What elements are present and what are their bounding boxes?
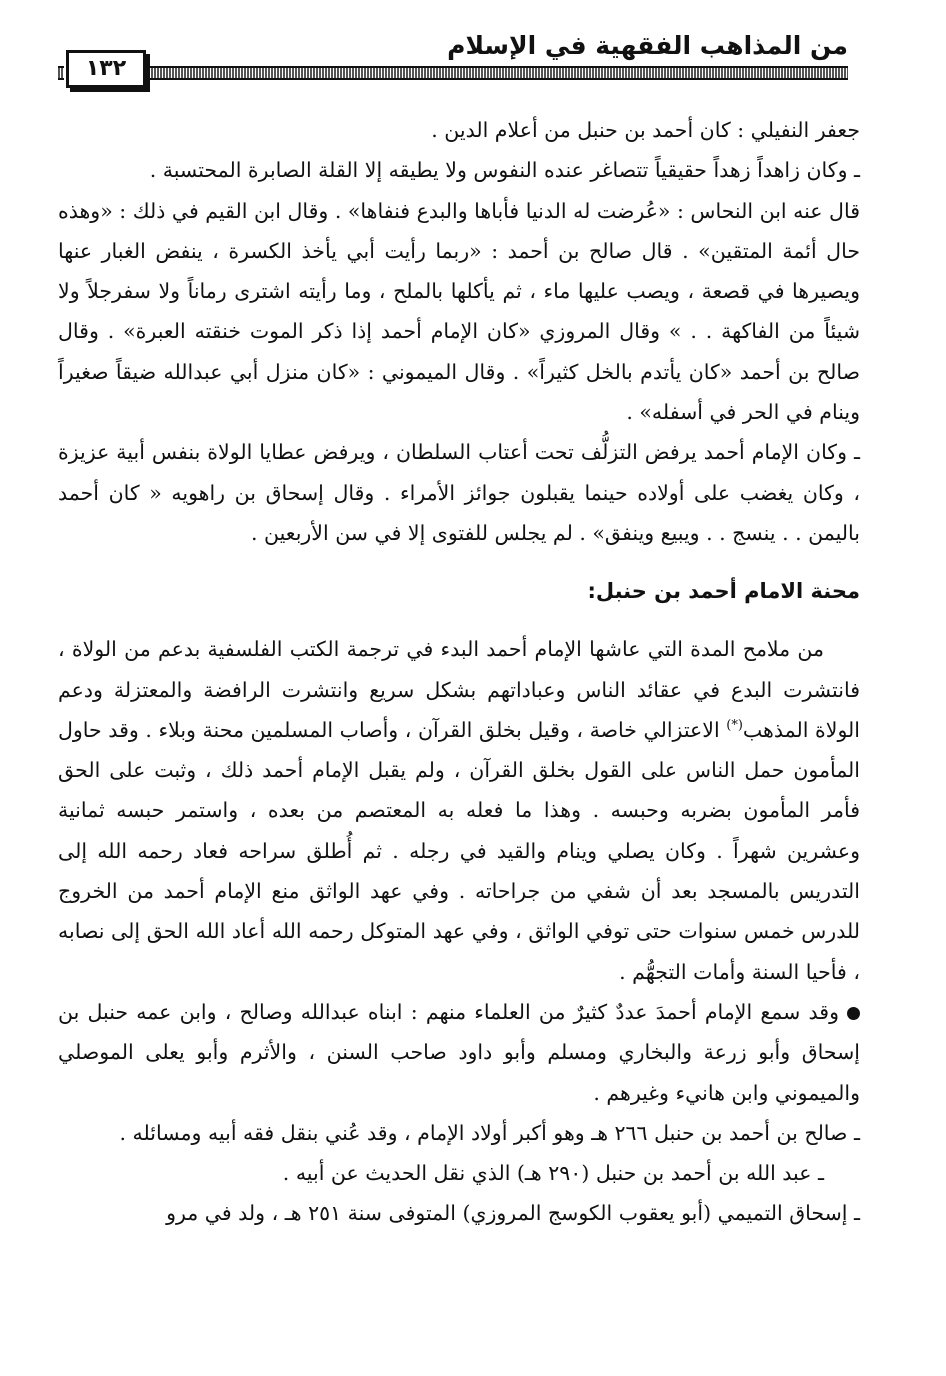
section-gap <box>58 553 860 571</box>
section-heading: محنة الامام أحمد بن حنبل: <box>587 579 860 604</box>
header-rule-left <box>58 66 64 80</box>
list-item: ـ عبد الله بن أحمد بن حنبل (٢٩٠ هـ) الذي نقل الحديث عن أبيه . <box>282 1161 824 1186</box>
section-gap <box>58 611 860 629</box>
page-header <box>58 28 848 88</box>
running-title: من المذاهب الفقهية في الإسلام <box>447 31 848 60</box>
paragraph: ـ وكان زاهداً زهداً حقيقياً تتصاغر عنده النفوس ولا يطيقه إلا القلة الصابرة المحتسبة . <box>149 158 860 183</box>
list-item: ـ صالح بن أحمد بن حنبل ٢٦٦ هـ وهو أكبر أولاد الإمام ، وقد عُني بنقل فقه أبيه ومسائله . <box>119 1120 860 1145</box>
header-rule <box>148 66 848 80</box>
paragraph <box>58 629 860 992</box>
paragraph: ـ وكان الإمام أحمد يرفض التزلُّف تحت أعتاب السلطان ، ويرفض عطايا الولاة بنفس أبية عزيزة ، وكان يغضب على أولاده حينما يقبلون جوائز الأمراء . وقال إسحاق بن راهويه « كان أحمد باليمن . . ينسج . . ويبيع وينفق» . لم يجلس للفتوى إلا في سن الأربعين . <box>58 440 860 545</box>
paragraph-text: الاعتزالي خاصة ، وقيل بخلق القرآن ، وأصاب المسلمين محنة وبلاء . وقد حاول المأمون حمل الناس على القول بخلق القرآن ، ولم يقبل الإمام أحمد ذلك ، وثبت على الحق فأمر المأمون بضربه وحبسه . وهذا ما فعله به المعتصم من بعده ، واستمر حبسه ثمانية وعشرين شهراً . وكان يصلي وينام والقيد في رجله . ثم أُطلق سراحه فعاد رحمه الله إلى التدريس بالمسجد بعد أن شفي من جراحاته . وفي عهد الواثق منع الإمام أحمد من الخروج للدرس خمس سنوات حتى توفي الواثق ، وفي عهد المتوكل رحمه الله أعاد الله الحق إلى نصابه ، فأحيا السنة وأمات التجهُّم . <box>58 717 860 984</box>
bullet-paragraph <box>58 992 860 1113</box>
paragraph: قال عنه ابن النحاس : «عُرضت له الدنيا فأباها والبدع فنفاها» . وقال ابن القيم في ذلك : «وهذه حال أئمة المتقين» . قال صالح بن أحمد : «ربما رأيت أبي يأخذ الكسرة ، ينفض الغبار عنها ويصيرها في قصعة ، ويصب عليها ماء ، ثم يأكلها بالملح ، وما رأيته اشترى رماناً ولا سفرجلاً ولا شيئاً من الفاكهة . . » وقال المروزي «كان الإمام أحمد إذا ذكر الموت خنقته العبرة» . وقال صالح بن أحمد «كان يأتدم بالخل كثيراً» . وقال الميموني : «كان منزل أبي عبدالله ضيقاً صغيراً وينام في الحر في أسفله» . <box>58 198 860 425</box>
page-body <box>58 110 860 1234</box>
paragraph-text: من ملامح المدة التي عاشها الإمام أحمد البدء في ترجمة الكتب الفلسفية بدعم من الولاة ، فانتشرت البدع في عقائد الناس وعباداتهم بشكل سريع وانتشرت الرافضة والمعتزلة ودعم الولاة المذهب <box>58 637 860 742</box>
footnote-marker: (*) <box>726 718 743 734</box>
paragraph-text: وقد سمع الإمام أحمدَ عددٌ كثيرٌ من العلماء منهم : ابناه عبدالله وصالح ، وابن عمه حنبل بن إسحاق وأبو زرعة والبخاري ومسلم وأبو داود صاحب السنن ، والأثرم وأبو يعلى الموصلي والميموني وابن هانيء وغيرهم . <box>58 999 860 1105</box>
paragraph: جعفر النفيلي : كان أحمد بن حنبل من أعلام الدين . <box>431 118 860 142</box>
list-item: ـ إسحاق التميمي (أبو يعقوب الكوسج المروزي) المتوفى سنة ٢٥١ هـ ، ولد في مرو <box>166 1201 860 1226</box>
page-number: ١٣٢ <box>66 50 146 88</box>
bullet-icon <box>847 1007 860 1020</box>
